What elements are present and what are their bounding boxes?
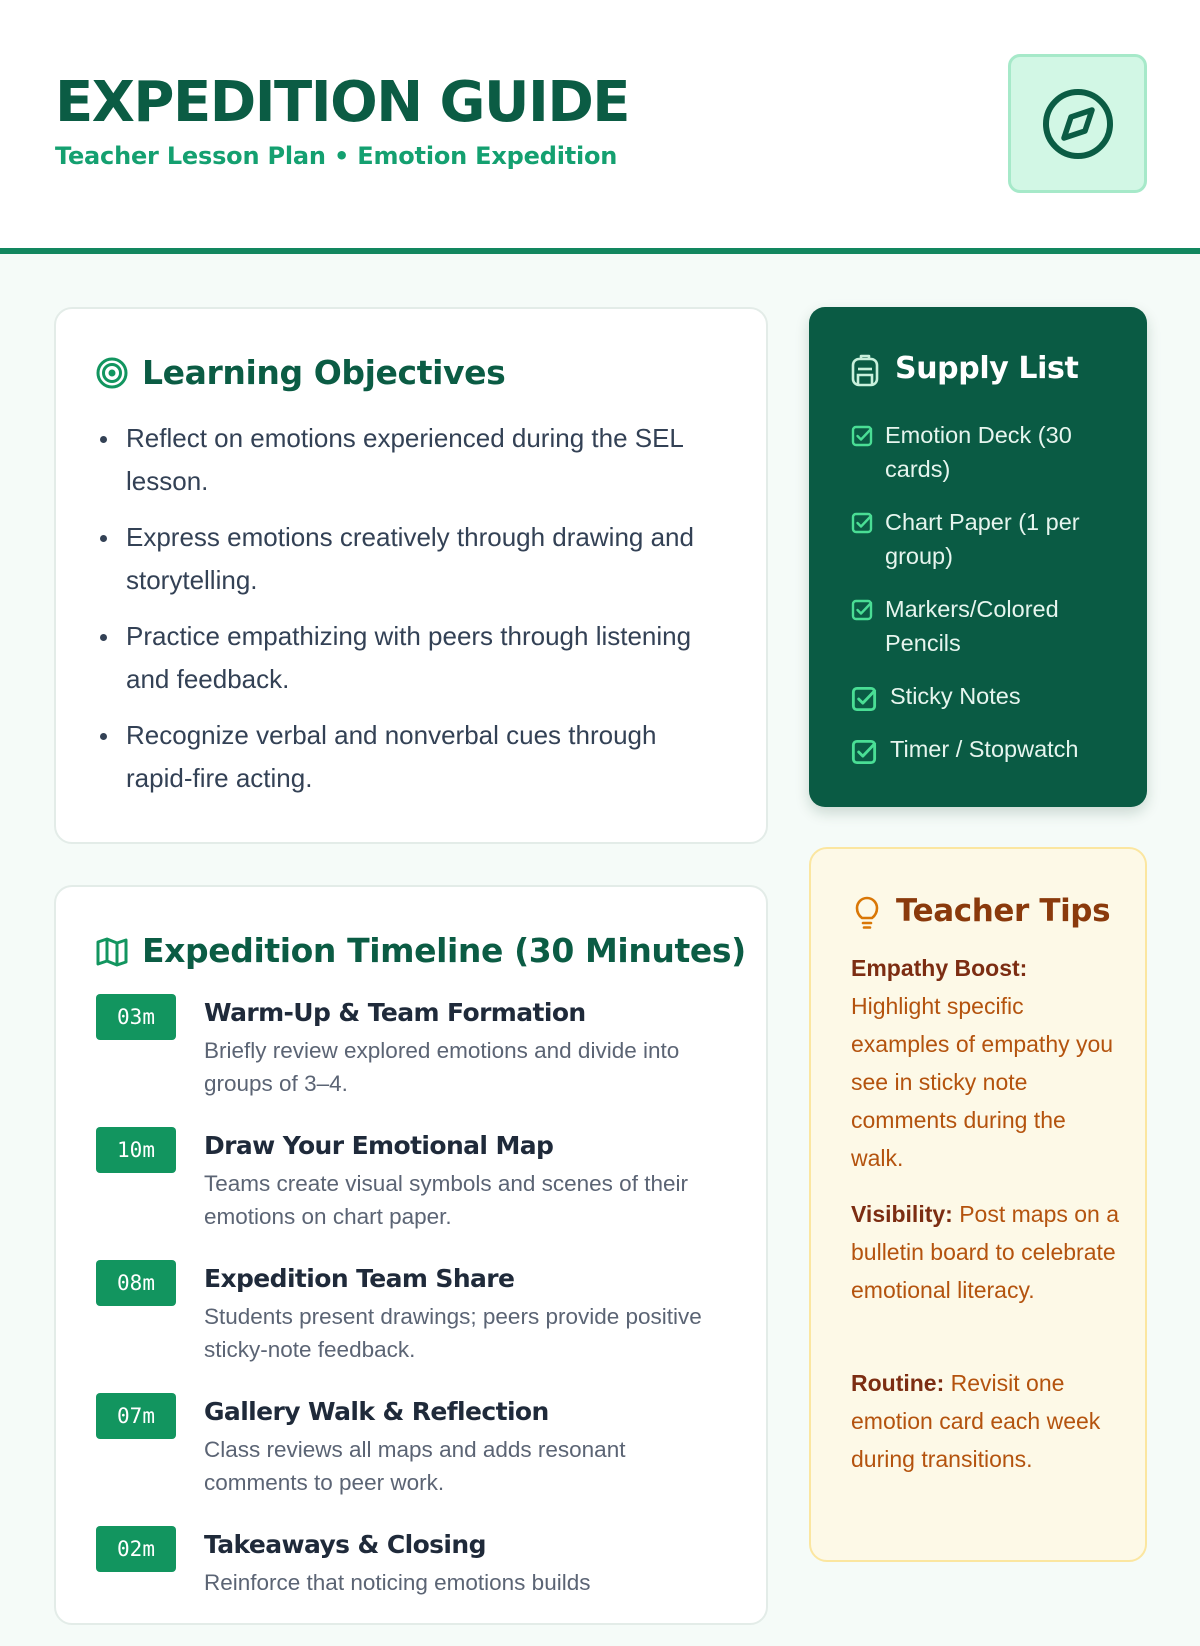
timeline-item-description: Reinforce that noticing emotions builds <box>204 1570 591 1595</box>
timeline-item-heading: Gallery Walk & Reflection <box>204 1397 549 1426</box>
tip-item <box>851 1364 1121 1478</box>
checkbox-icon <box>851 425 873 447</box>
tip-item <box>851 1195 1121 1309</box>
objectives-title: Learning Objectives <box>142 353 506 392</box>
timeline-item-description: Class reviews all maps and adds resonant comments to peer work. <box>204 1437 626 1495</box>
list-item: Practice empathizing with peers through listening and feedback. <box>126 615 726 701</box>
supply-title: Supply List <box>895 351 1079 386</box>
backpack-icon <box>851 353 879 387</box>
timeline-item <box>96 1526 706 1646</box>
target-icon <box>96 357 128 389</box>
tip-text: Revisit one emotion card each week during transitions. <box>851 1370 1101 1472</box>
tip-text: Highlight specific examples of empathy you see in sticky note comments during the walk. <box>851 993 1114 1171</box>
timeline-item <box>96 1127 706 1247</box>
timeline-item <box>96 1393 706 1513</box>
tip-label: Routine: <box>851 1370 945 1396</box>
supply-item-label: Timer / Stopwatch <box>890 736 1079 762</box>
page-title: EXPEDITION GUIDE <box>55 70 630 135</box>
timeline-item <box>96 994 706 1114</box>
duration-badge: 08m <box>96 1260 176 1306</box>
timeline-item-heading: Draw Your Emotional Map <box>204 1131 554 1160</box>
list-item: Recognize verbal and nonverbal cues through rapid-fire acting. <box>126 714 726 800</box>
page-header <box>0 0 1200 254</box>
timeline-item-description: Students present drawings; peers provide positive sticky-note feedback. <box>204 1304 702 1362</box>
duration-badge: 10m <box>96 1127 176 1173</box>
timeline-item-heading: Warm-Up & Team Formation <box>204 998 586 1027</box>
page-subtitle: Teacher Lesson Plan • Emotion Expedition <box>55 142 618 170</box>
duration-badge: 02m <box>96 1526 176 1572</box>
checkbox-icon <box>851 686 877 712</box>
timeline-item-heading: Expedition Team Share <box>204 1264 515 1293</box>
tip-text: Post maps on a bulletin board to celebrate emotional literacy. <box>851 1201 1120 1303</box>
duration-badge: 03m <box>96 994 176 1040</box>
tip-label: Visibility: <box>851 1201 953 1227</box>
supply-item-label: Chart Paper (1 per group) <box>885 509 1080 569</box>
timeline-card <box>54 885 768 1625</box>
lightbulb-icon <box>854 896 880 930</box>
supply-item-label: Sticky Notes <box>890 683 1021 709</box>
supply-item-label: Markers/Colored Pencils <box>885 596 1059 656</box>
timeline-item-description: Briefly review explored emotions and divide into groups of 3–4. <box>204 1038 680 1096</box>
logo-badge <box>1008 54 1147 193</box>
supply-card <box>809 307 1147 807</box>
list-item: Reflect on emotions experienced during the SEL lesson. <box>126 417 726 503</box>
tips-title: Teacher Tips <box>896 893 1111 929</box>
duration-badge: 07m <box>96 1393 176 1439</box>
supply-item-label: Emotion Deck (30 cards) <box>885 422 1072 482</box>
checkbox-icon <box>851 739 877 765</box>
map-icon <box>96 937 128 967</box>
teacher-tips-card <box>809 847 1147 1562</box>
timeline-item-description: Teams create visual symbols and scenes of their emotions on chart paper. <box>204 1171 688 1229</box>
timeline-item-heading: Takeaways & Closing <box>204 1530 486 1559</box>
objectives-list <box>126 417 726 813</box>
list-item: Express emotions creatively through drawing and storytelling. <box>126 516 726 602</box>
timeline-title: Expedition Timeline (30 Minutes) <box>142 931 746 970</box>
tip-item <box>851 949 1121 1177</box>
checkbox-icon <box>851 512 873 534</box>
checkbox-icon <box>851 599 873 621</box>
timeline-item <box>96 1260 706 1380</box>
objectives-card <box>54 307 768 844</box>
tip-label: Empathy Boost: <box>851 955 1028 981</box>
compass-icon <box>1040 86 1116 162</box>
